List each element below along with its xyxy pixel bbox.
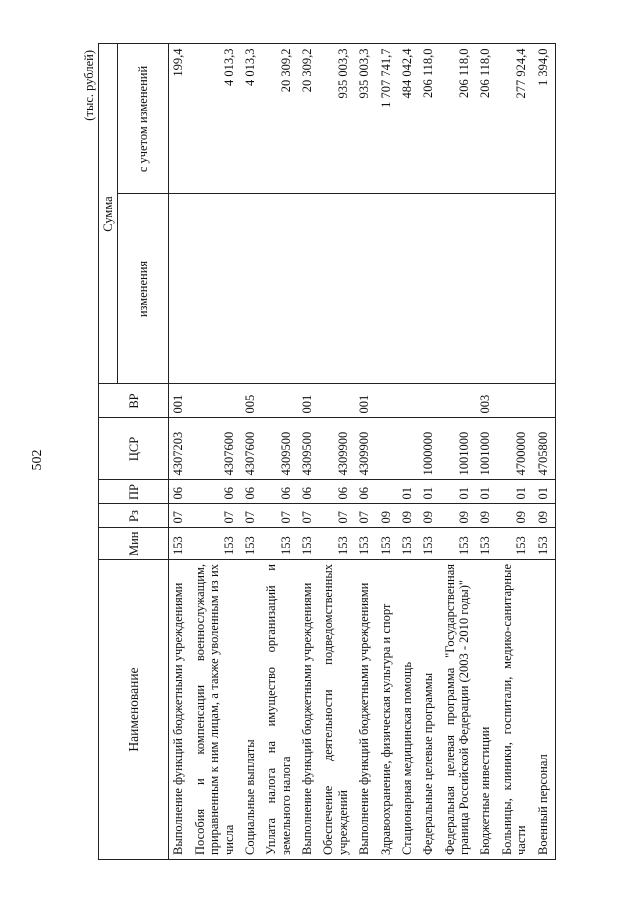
cell-vr [191,384,241,418]
cell-change [441,194,477,384]
cell-rz: 09 [498,504,534,528]
table-row [377,44,398,860]
cell-total: 935 003,3 [355,44,376,194]
cell-name: Выполнение функций бюджетными учреждениями [169,560,191,860]
cell-pr: 06 [169,480,191,504]
cell-name: Больницы, клиники, госпитали, медико-санитарные части [498,560,534,860]
cell-total: 206 118,0 [476,44,497,194]
cell-total: 935 003,3 [319,44,355,194]
table-row [398,44,419,860]
cell-min: 153 [191,528,241,560]
page-number: 502 [30,449,45,471]
header-min: Мин [99,528,169,560]
table-row [498,44,534,860]
cell-pr: 06 [191,480,241,504]
cell-total: 1 707 741,7 [377,44,398,194]
cell-csr: 4309500 [262,418,298,480]
cell-rz: 09 [419,504,440,528]
cell-change [298,194,319,384]
cell-name: Федеральные целевые программы [419,560,440,860]
cell-rz: 07 [191,504,241,528]
cell-rz: 07 [298,504,319,528]
cell-csr: 4307203 [169,418,191,480]
cell-name: Выполнение функций бюджетными учреждениями [355,560,376,860]
table-row [298,44,319,860]
table-row [319,44,355,860]
cell-vr: 001 [298,384,319,418]
cell-change [498,194,534,384]
cell-rz: 09 [534,504,556,528]
header-rz: Рз [99,504,169,528]
cell-name: Бюджетные инвестиции [476,560,497,860]
cell-csr [377,418,398,480]
table-row [169,44,191,860]
table-row [476,44,497,860]
cell-rz: 09 [441,504,477,528]
cell-min: 153 [419,528,440,560]
cell-min: 153 [534,528,556,560]
cell-min: 153 [355,528,376,560]
cell-min: 153 [298,528,319,560]
cell-csr: 4705800 [534,418,556,480]
cell-pr: 01 [498,480,534,504]
cell-csr: 4309900 [319,418,355,480]
cell-name: Уплата налога на имущество организаций и земельного налога [262,560,298,860]
cell-vr: 003 [476,384,497,418]
cell-total: 20 309,2 [298,44,319,194]
header-sum: Сумма [99,44,118,384]
unit-note: (тыс. рублей) [82,50,96,121]
cell-rz: 07 [262,504,298,528]
cell-name: Здравоохранение, физическая культура и спорт [377,560,398,860]
header-vr: ВР [99,384,169,418]
rotated-table-page [80,40,560,860]
cell-change [355,194,376,384]
cell-csr: 4700000 [498,418,534,480]
cell-vr: 005 [241,384,262,418]
cell-vr [377,384,398,418]
cell-total: 4 013,3 [191,44,241,194]
cell-pr: 01 [534,480,556,504]
cell-change [398,194,419,384]
cell-change [241,194,262,384]
cell-csr: 4307600 [191,418,241,480]
cell-name: Обеспечение деятельности подведомственных учреждений [319,560,355,860]
cell-change [262,194,298,384]
table-row [241,44,262,860]
cell-csr: 1001000 [441,418,477,480]
table-row [355,44,376,860]
cell-vr [398,384,419,418]
cell-min: 153 [169,528,191,560]
header-changes: изменения [118,194,169,384]
cell-vr: 001 [355,384,376,418]
cell-pr: 06 [298,480,319,504]
cell-vr [262,384,298,418]
cell-vr [498,384,534,418]
cell-rz: 07 [241,504,262,528]
table-header [99,44,169,860]
cell-pr: 01 [419,480,440,504]
cell-csr: 1001000 [476,418,497,480]
cell-change [319,194,355,384]
cell-total: 4 013,3 [241,44,262,194]
table-row [534,44,556,860]
table-row [441,44,477,860]
cell-min: 153 [498,528,534,560]
cell-pr: 01 [476,480,497,504]
cell-change [476,194,497,384]
cell-csr [398,418,419,480]
header-pr: ПР [99,480,169,504]
cell-csr: 4307600 [241,418,262,480]
cell-pr [377,480,398,504]
cell-pr: 01 [398,480,419,504]
cell-vr [319,384,355,418]
header-csr: ЦСР [99,418,169,480]
cell-rz: 07 [319,504,355,528]
cell-csr: 4309500 [298,418,319,480]
cell-change [169,194,191,384]
cell-min: 153 [441,528,477,560]
cell-min: 153 [476,528,497,560]
cell-total: 1 394,0 [534,44,556,194]
cell-change [534,194,556,384]
cell-total: 484 042,4 [398,44,419,194]
cell-pr: 06 [355,480,376,504]
cell-vr [534,384,556,418]
cell-pr: 06 [319,480,355,504]
cell-min: 153 [241,528,262,560]
cell-min: 153 [262,528,298,560]
budget-table [98,44,556,861]
cell-vr: 001 [169,384,191,418]
cell-rz: 07 [355,504,376,528]
cell-rz: 09 [377,504,398,528]
cell-name: Военный персонал [534,560,556,860]
cell-total: 206 118,0 [441,44,477,194]
cell-pr: 01 [441,480,477,504]
table-row [191,44,241,860]
cell-pr: 06 [262,480,298,504]
cell-total: 277 924,4 [498,44,534,194]
table-row [262,44,298,860]
cell-min: 153 [377,528,398,560]
cell-name: Выполнение функций бюджетными учреждениями [298,560,319,860]
cell-name: Стационарная медицинская помощь [398,560,419,860]
cell-name: Федеральная целевая программа "Государственная граница Российской Федерации (2003 - 2010 годы)" [441,560,477,860]
cell-change [419,194,440,384]
cell-min: 153 [319,528,355,560]
cell-pr: 06 [241,480,262,504]
cell-rz: 09 [476,504,497,528]
cell-vr [419,384,440,418]
cell-total: 199,4 [169,44,191,194]
cell-csr: 1000000 [419,418,440,480]
cell-total: 206 118,0 [419,44,440,194]
cell-change [191,194,241,384]
table-row [419,44,440,860]
cell-change [377,194,398,384]
table-body [169,44,556,860]
header-name: Наименование [99,560,169,860]
cell-name: Социальные выплаты [241,560,262,860]
header-with-changes: с учетом изменений [118,44,169,194]
cell-csr: 4309900 [355,418,376,480]
cell-rz: 09 [398,504,419,528]
cell-min: 153 [398,528,419,560]
cell-rz: 07 [169,504,191,528]
cell-total: 20 309,2 [262,44,298,194]
cell-vr [441,384,477,418]
cell-name: Пособия и компенсации военнослужащим, приравненным к ним лицам, а также уволенным из их числа [191,560,241,860]
